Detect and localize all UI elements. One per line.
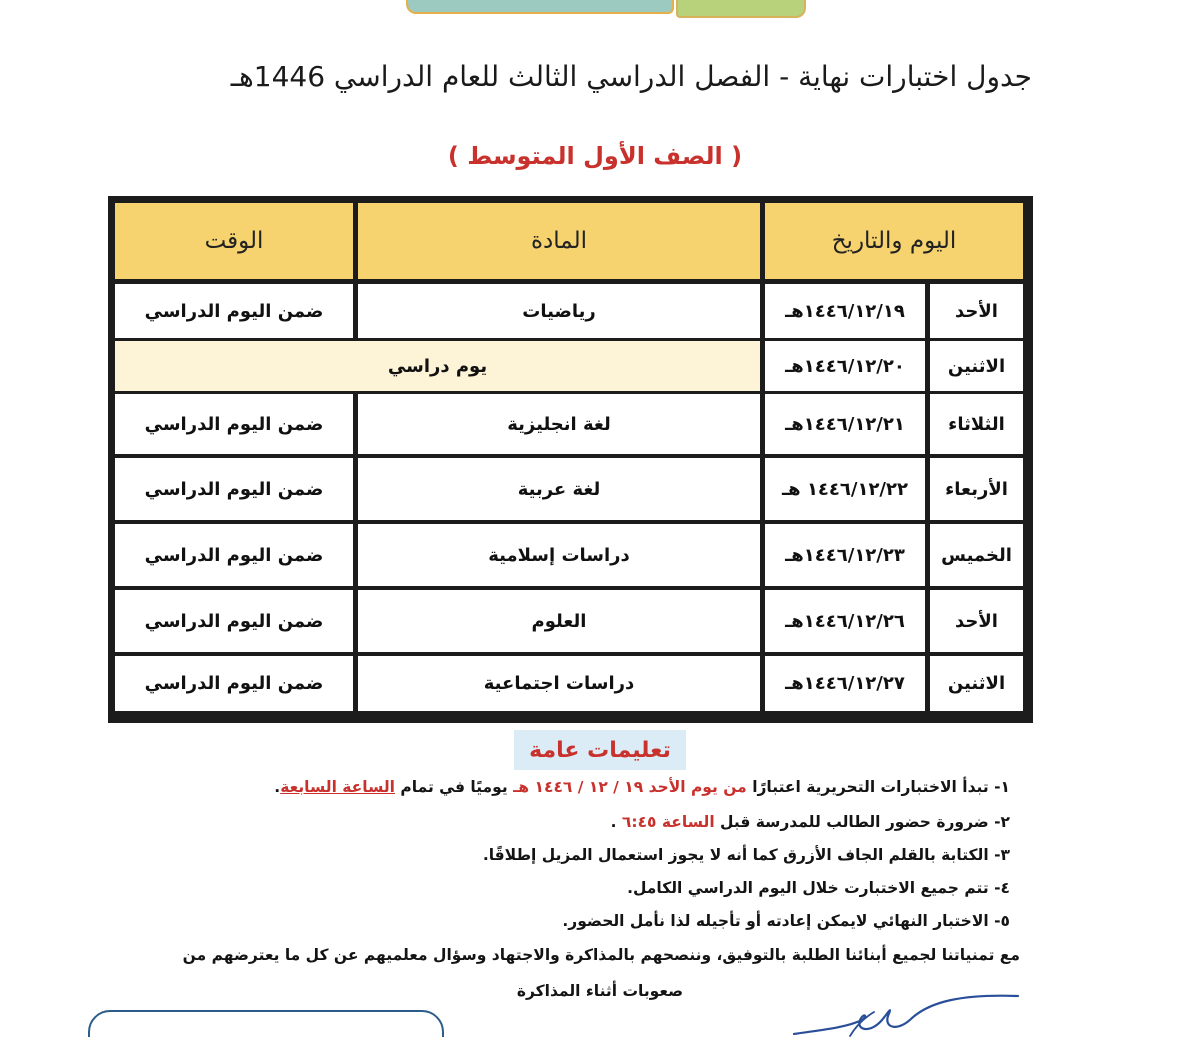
instruction-highlight-time: الساعة السابعة	[280, 778, 395, 796]
instruction-item	[50, 912, 1010, 930]
closing-message: مع تمنياتنا لجميع أبنائنا الطلبة بالتوفيق، وننصحهم بالمذاكرة والاجتهاد وسؤال معلميهم عن كل ما يعترضهم من	[182, 946, 1020, 964]
row-subject: رياضيات	[358, 284, 760, 338]
instruction-text: تتم جميع الاختبارت خلال اليوم الدراسي الكامل.	[627, 879, 989, 897]
instruction-text: يوميًا في تمام	[395, 778, 514, 796]
stamp-box	[88, 1010, 444, 1037]
row-day: الخميس	[930, 524, 1023, 586]
instruction-item	[50, 813, 1010, 831]
row-time: ضمن اليوم الدراسي	[115, 656, 353, 711]
instruction-text: الكتابة بالقلم الجاف الأزرق كما أنه لا يجوز استعمال المزيل إطلاقًا.	[482, 846, 989, 864]
header-banner-image	[400, 0, 812, 20]
instruction-item	[50, 879, 1010, 897]
row-day: الثلاثاء	[930, 394, 1023, 454]
row-date: ١٤٤٦/١٢/١٩هـ	[765, 284, 925, 338]
instruction-number: ٣-	[994, 846, 1010, 864]
row-day: الأحد	[930, 284, 1023, 338]
row-date: ١٤٤٦/١٢/٢٧هـ	[765, 656, 925, 711]
row-time: ضمن اليوم الدراسي	[115, 394, 353, 454]
exam-schedule-table	[108, 196, 1033, 723]
row-date: ١٤٤٦/١٢/٢٦هـ	[765, 590, 925, 652]
row-date: ١٤٤٦/١٢/٢٢ هـ	[765, 458, 925, 520]
instruction-highlight-time: الساعة ٦:٤٥	[621, 813, 715, 831]
row-time: ضمن اليوم الدراسي	[115, 458, 353, 520]
instruction-highlight-date: من يوم الأحد ١٩ / ١٢ / ١٤٤٦ هـ	[513, 778, 747, 796]
instruction-text: الاختبار النهائي لايمكن إعادته أو تأجيله لذا نأمل الحضور.	[562, 912, 989, 930]
closing-message-continued: صعوبات أثناء المذاكرة	[516, 982, 684, 1000]
header-day-date: اليوم والتاريخ	[765, 203, 1023, 279]
grade-title: ( الصف الأول المتوسط )	[447, 142, 743, 170]
signature-mark	[790, 990, 1040, 1037]
header-subject: المادة	[358, 203, 760, 279]
row-subject: دراسات إسلامية	[358, 524, 760, 586]
instruction-text: .	[274, 778, 281, 796]
row-day: الاثنين	[930, 341, 1023, 391]
row-study-day-merged: يوم دراسي	[115, 341, 760, 391]
instruction-item	[50, 778, 1010, 796]
row-date: ١٤٤٦/١٢/٢١هـ	[765, 394, 925, 454]
row-subject: لغة انجليزية	[358, 394, 760, 454]
row-day: الاثنين	[930, 656, 1023, 711]
banner-strip-left	[406, 0, 674, 14]
header-time: الوقت	[115, 203, 353, 279]
row-time: ضمن اليوم الدراسي	[115, 524, 353, 586]
instruction-text: تبدأ الاختبارات التحريرية اعتبارًا	[746, 778, 989, 796]
row-time: ضمن اليوم الدراسي	[115, 590, 353, 652]
row-date: ١٤٤٦/١٢/٢٠هـ	[765, 341, 925, 391]
document-title: جدول اختبارات نهاية - الفصل الدراسي الثالث للعام الدراسي 1446هـ	[230, 60, 1032, 93]
row-time: ضمن اليوم الدراسي	[115, 284, 353, 338]
instruction-number: ٤-	[994, 879, 1010, 897]
row-day: الأحد	[930, 590, 1023, 652]
instruction-text: .	[610, 813, 622, 831]
row-subject: دراسات اجتماعية	[358, 656, 760, 711]
instruction-number: ١-	[994, 778, 1010, 796]
row-day: الأربعاء	[930, 458, 1023, 520]
row-date: ١٤٤٦/١٢/٢٣هـ	[765, 524, 925, 586]
instruction-item	[50, 846, 1010, 864]
instruction-number: ٢-	[994, 813, 1010, 831]
row-subject: العلوم	[358, 590, 760, 652]
instruction-number: ٥-	[994, 912, 1010, 930]
instruction-text: ضرورة حضور الطالب للمدرسة قبل	[714, 813, 989, 831]
instructions-title: تعليمات عامة	[514, 730, 686, 770]
row-subject: لغة عربية	[358, 458, 760, 520]
banner-strip-right	[676, 0, 806, 18]
